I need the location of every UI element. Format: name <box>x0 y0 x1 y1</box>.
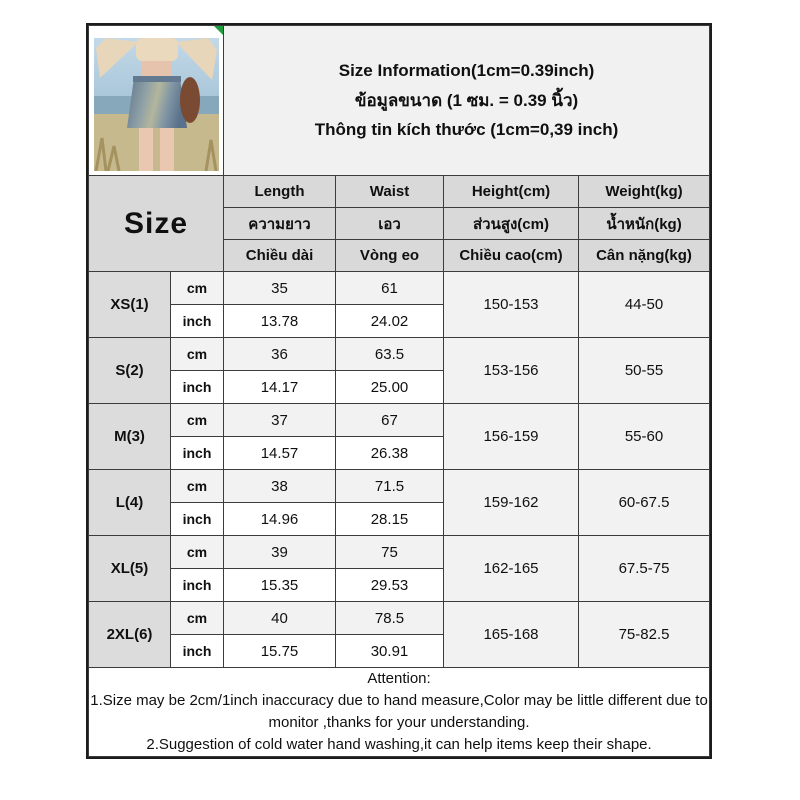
unit-inch-label: inch <box>171 371 224 404</box>
length-cm-value: 35 <box>224 272 336 305</box>
length-cm-value: 39 <box>224 536 336 569</box>
attention-note <box>89 668 710 757</box>
header-waist-vi: Vòng eo <box>336 240 444 272</box>
waist-cm-value: 63.5 <box>336 338 444 371</box>
unit-cm-label: cm <box>171 404 224 437</box>
header-height-th: ส่วนสูง(cm) <box>444 208 579 240</box>
height-value: 159-162 <box>444 470 579 536</box>
comment-marker-icon <box>214 26 223 35</box>
unit-cm-label: cm <box>171 536 224 569</box>
weight-value: 75-82.5 <box>579 602 710 668</box>
weight-value: 44-50 <box>579 272 710 338</box>
unit-cm-label: cm <box>171 338 224 371</box>
waist-cm-value: 61 <box>336 272 444 305</box>
attention-item-2: 2.Suggestion of cold water hand washing,it can help items keep their shape. <box>146 736 652 754</box>
waist-inch-value: 25.00 <box>336 371 444 404</box>
length-inch-value: 14.96 <box>224 503 336 536</box>
size-label-s: S(2) <box>89 338 171 404</box>
weight-value: 67.5-75 <box>579 536 710 602</box>
length-inch-value: 15.75 <box>224 635 336 668</box>
header-length-th: ความยาว <box>224 208 336 240</box>
waist-cm-value: 71.5 <box>336 470 444 503</box>
waist-inch-value: 30.91 <box>336 635 444 668</box>
unit-inch-label: inch <box>171 569 224 602</box>
height-value: 153-156 <box>444 338 579 404</box>
length-cm-value: 40 <box>224 602 336 635</box>
weight-value: 60-67.5 <box>579 470 710 536</box>
waist-inch-value: 26.38 <box>336 437 444 470</box>
header-length-en: Length <box>224 176 336 208</box>
size-corner-label: Size <box>89 176 224 272</box>
size-chart-table <box>88 25 710 757</box>
height-value: 162-165 <box>444 536 579 602</box>
unit-inch-label: inch <box>171 305 224 338</box>
title-vietnamese: Thông tin kích thước (1cm=0,39 inch) <box>314 120 619 140</box>
height-value: 150-153 <box>444 272 579 338</box>
height-value: 165-168 <box>444 602 579 668</box>
unit-inch-label: inch <box>171 503 224 536</box>
size-label-xl: XL(5) <box>89 536 171 602</box>
waist-cm-value: 75 <box>336 536 444 569</box>
attention-item-1: 1.Size may be 2cm/1inch inaccuracy due to hand measure,Color may be little different due to monitor ,thanks for your understanding. <box>90 692 708 732</box>
waist-cm-value: 67 <box>336 404 444 437</box>
header-waist-th: เอว <box>336 208 444 240</box>
length-inch-value: 14.57 <box>224 437 336 470</box>
length-cm-value: 37 <box>224 404 336 437</box>
length-cm-value: 36 <box>224 338 336 371</box>
unit-cm-label: cm <box>171 470 224 503</box>
unit-inch-label: inch <box>171 635 224 668</box>
size-label-m: M(3) <box>89 404 171 470</box>
length-cm-value: 38 <box>224 470 336 503</box>
header-height-en: Height(cm) <box>444 176 579 208</box>
waist-inch-value: 29.53 <box>336 569 444 602</box>
length-inch-value: 15.35 <box>224 569 336 602</box>
header-waist-en: Waist <box>336 176 444 208</box>
denim-skirt-model-illustration <box>94 38 219 171</box>
height-value: 156-159 <box>444 404 579 470</box>
waist-inch-value: 24.02 <box>336 305 444 338</box>
size-label-xs: XS(1) <box>89 272 171 338</box>
title-english: Size Information(1cm=0.39inch) <box>338 60 595 80</box>
size-label-l: L(4) <box>89 470 171 536</box>
length-inch-value: 14.17 <box>224 371 336 404</box>
unit-cm-label: cm <box>171 272 224 305</box>
header-weight-vi: Cân nặng(kg) <box>579 240 710 272</box>
unit-cm-label: cm <box>171 602 224 635</box>
header-length-vi: Chiều dài <box>224 240 336 272</box>
weight-value: 50-55 <box>579 338 710 404</box>
waist-inch-value: 28.15 <box>336 503 444 536</box>
attention-heading: Attention: <box>367 670 431 687</box>
product-photo-cell <box>89 26 224 176</box>
header-height-vi: Chiều cao(cm) <box>444 240 579 272</box>
size-info-title <box>224 26 710 176</box>
weight-value: 55-60 <box>579 404 710 470</box>
unit-inch-label: inch <box>171 437 224 470</box>
waist-cm-value: 78.5 <box>336 602 444 635</box>
header-weight-th: น้ำหนัก(kg) <box>579 208 710 240</box>
title-thai: ข้อมูลขนาด (1 ซม. = 0.39 นิ้ว) <box>354 90 579 110</box>
product-photo <box>94 38 219 171</box>
length-inch-value: 13.78 <box>224 305 336 338</box>
size-label-2xl: 2XL(6) <box>89 602 171 668</box>
header-weight-en: Weight(kg) <box>579 176 710 208</box>
